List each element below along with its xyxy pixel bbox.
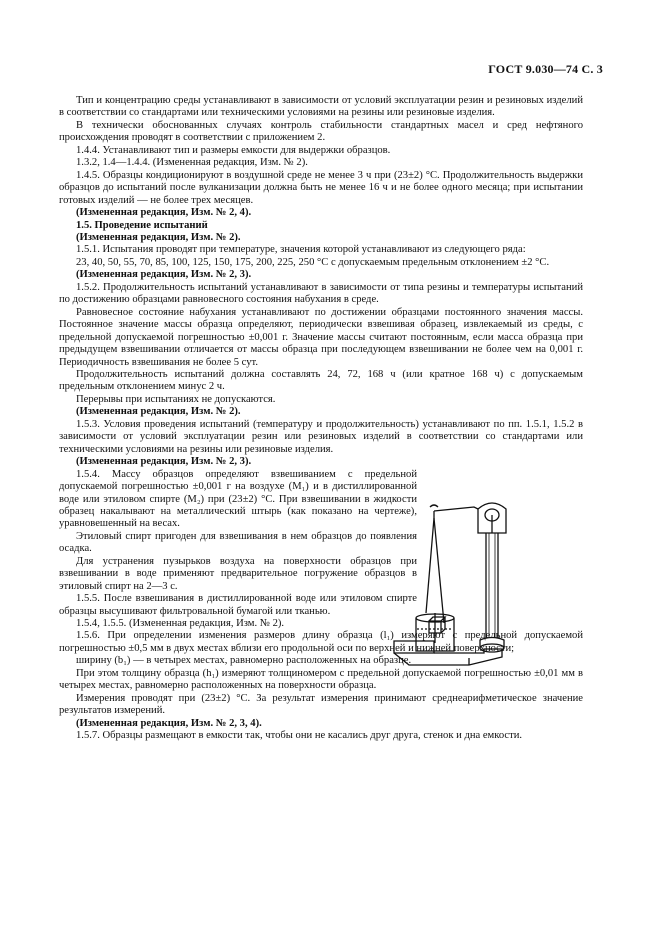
paragraph: ширину (b₁) — в четырех местах, равномерно расположенных на образце. — [76, 655, 412, 667]
paragraph: (Измененная редакция, Изм. № 2). — [76, 406, 241, 418]
paragraph: 1.5.3. Условия проведения испытаний (температуру и продолжительность) устанавливают по пп. 1.5.1, 1.5.2 в зависимости от условий эксплуатации резин или резиновых изделий в соответствии со стандартами или техническими условиями на резины или резиновые изделия. — [59, 418, 583, 455]
paragraph: 23, 40, 50, 55, 70, 85, 100, 125, 150, 175, 200, 225, 250 °С с допускаемым предельным отклонением ±2 °С. — [76, 256, 550, 268]
paragraph: 1.5.5. После взвешивания в дистиллированной воде или этиловом спирте образцы высушивают фильтровальной бумагой или тканью. — [59, 593, 417, 617]
page-header: ГОСТ 9.030—74 С. 3 — [488, 62, 603, 76]
paragraph: 1.5.4. Массу образцов определяют взвешиванием с предельной допускаемой погрешностью ±0,001 г на воздухе (M₁) и в дистиллированной воде или этиловом спирте (M₂) при (23±2) °С. При взвешивании в жидкости образец накалывают на металлический штырь (как показано на чертеже), уравновешенный на весах. — [59, 468, 417, 530]
paragraph: (Измененная редакция, Изм. № 2, 3, 4). — [76, 717, 262, 729]
paragraph: (Измененная редакция, Изм. № 2, 3). — [76, 269, 252, 281]
paragraph: Равновесное состояние набухания устанавливают по достижении образцами постоянного значения массы. Постоянное значение массы образца определяют, периодически взвешивая образец, извлекаемый из среды, с предельной допускаемой погрешностью ±0,001 г. Значение массы считают постоянным, если масса образца при предыдущем взвешивании отличается от массы образца при последующем взвешивании не более чем на 0,001 г. Периодичность взвешивания не более 5 сут. — [59, 306, 583, 368]
paragraph: Перерывы при испытаниях не допускаются. — [76, 393, 276, 405]
paragraph: 1.5.1. Испытания проводят при температуре, значения которой устанавливают из следующего ряда: — [76, 244, 526, 256]
paragraph: (Измененная редакция, Изм. № 2). — [76, 231, 241, 243]
paragraph: 1.5.2. Продолжительность испытаний устанавливают в зависимости от типа резины и температуры испытаний по достижению образцами равновесного состояния набухания в среде. — [59, 281, 583, 306]
paragraph: Продолжительность испытаний должна составлять 24, 72, 168 ч (или кратное 168 ч) с допускаемым предельным отклонением минус 2 ч. — [59, 368, 583, 393]
balance-scale-figure — [374, 493, 524, 673]
paragraph: В технически обоснованных случаях контроль стабильности стандартных масел и сред нефтяного происхождения проводят в соответствии с приложением 2. — [59, 119, 583, 144]
paragraph: Тип и концентрацию среды устанавливают в зависимости от условий эксплуатации резин и резиновых изделий в соответствии со стандартами или техническими условиями на резины или резиновые изделия. — [59, 95, 583, 119]
paragraph: Для устранения пузырьков воздуха на поверхности образцов при взвешивании в воде применяют предварительное погружение образцов в этиловый спирт на 2—3 с. — [59, 555, 417, 592]
section-top — [59, 95, 583, 469]
paragraph: При этом толщину образца (h₁) измеряют толщиномером с предельной допускаемой погрешностью ±0,01 мм в четырех местах, равномерно расположенных на поверхности образца. — [59, 667, 583, 692]
balance-scale-drawing-icon — [374, 493, 524, 673]
paragraph: 1.4.4. Устанавливают тип и размеры емкости для выдержки образцов. — [76, 144, 391, 156]
paragraph: Этиловый спирт пригоден для взвешивания в нем образцов до появления осадка. — [59, 530, 417, 555]
paragraph: 1.5. Проведение испытаний — [76, 219, 208, 231]
paragraph: 1.5.7. Образцы размещают в емкости так, чтобы они не касались друг друга, стенок и дна емкости. — [76, 730, 523, 742]
paragraph: (Измененная редакция, Изм. № 2, 3). — [76, 456, 252, 468]
section-with-figure — [59, 469, 417, 618]
paragraph: 1.3.2, 1.4—1.4.4. (Измененная редакция, Изм. № 2). — [76, 157, 308, 169]
paragraph: 1.5.6. При определении изменения размеров длину образца (l₁) измеряют с предельной допускаемой погрешностью ±0,5 мм в двух местах вблизи его продольной оси по верхней и нижней поверхности; — [59, 630, 583, 654]
paragraph: Измерения проводят при (23±2) °С. За результат измерения принимают среднеарифметическое значение результатов измерений. — [59, 692, 583, 717]
paragraph: (Измененная редакция, Изм. № 2, 4). — [76, 207, 252, 219]
paragraph: 1.4.5. Образцы кондиционируют в воздушной среде не менее 3 ч при (23±2) °С. Продолжительность выдержки образцов до испытаний после вулканизации должна быть не менее 16 ч и не более одного месяца; при испытании готовых изделий — не более трех месяцев. — [59, 169, 583, 206]
paragraph: 1.5.4, 1.5.5. (Измененная редакция, Изм. № 2). — [76, 618, 285, 630]
